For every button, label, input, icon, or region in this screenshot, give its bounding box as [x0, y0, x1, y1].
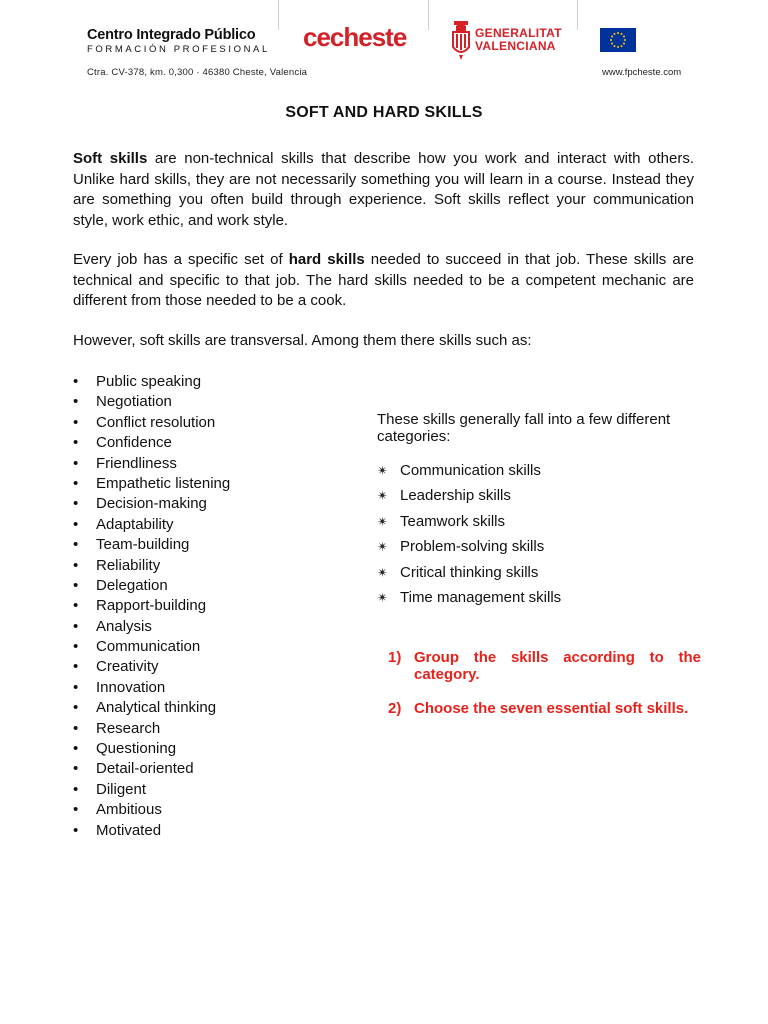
task-text: Choose the seven essential soft skills.: [414, 700, 689, 717]
category-item: [377, 563, 561, 588]
document-title: SOFT AND HARD SKILLS: [285, 104, 483, 121]
cecheste-logo: [303, 24, 409, 50]
bullet-icon: •: [73, 638, 79, 656]
star-bullet-icon: ✴: [377, 463, 388, 478]
bullet-icon: •: [73, 740, 79, 758]
skill-item: [73, 637, 230, 657]
skill-label: Adaptability: [96, 515, 174, 533]
letterhead: [0, 0, 768, 90]
category-item: [377, 512, 561, 537]
tasks: [388, 649, 701, 717]
bullet-icon: •: [73, 617, 79, 635]
bullet-icon: •: [73, 536, 79, 554]
header-divider: [577, 0, 578, 30]
eu-flag-icon: [600, 28, 636, 52]
task-text: Group the skills according to the category.: [414, 649, 701, 683]
skill-label: Detail-oriented: [96, 760, 194, 778]
skill-item: [73, 413, 230, 433]
skill-label: Decision-making: [96, 495, 207, 513]
bullet-icon: •: [73, 556, 79, 574]
category-item: [377, 461, 561, 486]
category-label: Problem-solving skills: [400, 538, 545, 556]
skill-item: [73, 556, 230, 576]
category-item: [377, 486, 561, 511]
bullet-icon: •: [73, 678, 79, 696]
skill-label: Questioning: [96, 740, 177, 758]
skill-label: Ambitious: [96, 801, 162, 819]
skill-item: [73, 392, 230, 412]
task-item: [388, 649, 701, 683]
skill-label: Friendliness: [96, 454, 177, 472]
bullet-icon: •: [73, 515, 79, 533]
address: Ctra. CV-378, km. 0,300 · 46380 Cheste, Valencia: [87, 67, 308, 78]
eu-logo: [600, 28, 695, 54]
star-bullet-icon: ✴: [377, 564, 388, 580]
category-label: Critical thinking skills: [400, 563, 539, 581]
skill-label: Reliability: [96, 556, 161, 574]
skill-item: [73, 780, 230, 800]
bullet-icon: •: [73, 373, 79, 390]
skill-label: Innovation: [96, 678, 166, 696]
category-label: Teamwork skills: [400, 512, 506, 530]
soft-skills-paragraph: [73, 149, 694, 231]
skill-label: Diligent: [96, 780, 147, 798]
bullet-icon: •: [73, 413, 79, 431]
skill-label: Team-building: [96, 536, 190, 554]
skill-label: Public speaking: [96, 373, 202, 390]
task-number: 2): [388, 700, 402, 717]
skill-item: [73, 372, 230, 392]
generalitat-emblem-icon: [450, 19, 472, 61]
skill-item: [73, 433, 230, 453]
task-item: [388, 700, 701, 717]
bullet-icon: •: [73, 454, 79, 472]
bullet-icon: •: [73, 474, 79, 492]
category-label: Time management skills: [400, 588, 562, 606]
skill-item: [73, 535, 230, 555]
hard-skills-paragraph: [73, 250, 694, 312]
bullet-icon: •: [73, 658, 79, 676]
cecheste-wordmark: cecheste: [303, 22, 407, 52]
generalitat-logo: [450, 19, 570, 61]
categories-list: [377, 461, 561, 613]
hard-skills-intro: Every job has a specific set of: [73, 251, 289, 268]
soft-skills-term: Soft skills: [73, 150, 148, 167]
star-bullet-icon: ✴: [377, 589, 388, 605]
bullet-icon: •: [73, 434, 79, 452]
skill-item: [73, 821, 230, 841]
transversal-paragraph: However, soft skills are transversal. Among them there skills such as:: [73, 332, 532, 349]
skill-item: [73, 759, 230, 779]
categories-intro: These skills generally fall into a few different categories:: [377, 411, 671, 445]
skill-label: Delegation: [96, 576, 168, 594]
skill-item: [73, 494, 230, 514]
generalitat-line2: VALENCIANA: [475, 39, 556, 53]
skill-item: [73, 698, 230, 718]
skill-item: [73, 800, 230, 820]
category-item: [377, 588, 561, 613]
skill-item: [73, 576, 230, 596]
skill-item: [73, 739, 230, 759]
skill-label: Rapport-building: [96, 597, 207, 615]
category-label: Leadership skills: [400, 487, 511, 505]
bullet-icon: •: [73, 780, 79, 798]
skill-item: [73, 474, 230, 494]
star-bullet-icon: ✴: [377, 488, 388, 504]
skills-list: [73, 372, 230, 841]
skill-item: [73, 617, 230, 637]
cip-logo-title: Centro Integrado Público: [87, 27, 256, 43]
skill-label: Empathetic listening: [96, 474, 231, 492]
website: www.fpcheste.com: [602, 67, 682, 78]
skill-item: [73, 719, 230, 739]
skill-label: Research: [96, 719, 161, 737]
skill-label: Conflict resolution: [96, 413, 216, 431]
star-bullet-icon: ✴: [377, 513, 388, 529]
skill-label: Creativity: [96, 658, 159, 676]
skill-label: Negotiation: [96, 393, 172, 411]
skill-item: [73, 515, 230, 535]
skill-item: [73, 596, 230, 616]
cip-logo: [87, 27, 270, 56]
skill-item: [73, 454, 230, 474]
skill-label: Communication: [96, 638, 201, 656]
bullet-icon: •: [73, 393, 79, 411]
skill-item: [73, 657, 230, 677]
bullet-icon: •: [73, 495, 79, 513]
bullet-icon: •: [73, 821, 79, 839]
generalitat-name: [475, 27, 562, 53]
bullet-icon: •: [73, 760, 79, 778]
category-label: Communication skills: [400, 462, 541, 479]
skill-item: [73, 678, 230, 698]
cip-logo-subtitle: FORMACIÓN PROFESIONAL: [87, 44, 270, 55]
soft-skills-definition: are non-technical skills that describe how you work and interact with others. Unlike hard skills, they are not necessarily something you will learn in a course. Instead they are something you often build through experience. Soft skills reflect your communication style, work ethic, and work style.: [73, 150, 694, 229]
skill-label: Analytical thinking: [96, 699, 217, 717]
bullet-icon: •: [73, 597, 79, 615]
bullet-icon: •: [73, 699, 79, 717]
hard-skills-term: hard skills: [288, 251, 365, 268]
skill-label: Motivated: [96, 821, 162, 839]
category-item: [377, 537, 561, 562]
header-divider: [428, 0, 429, 30]
generalitat-line1: GENERALITAT: [475, 26, 562, 40]
skill-label: Analysis: [96, 617, 152, 635]
header-divider: [278, 0, 279, 30]
bullet-icon: •: [73, 576, 79, 594]
star-bullet-icon: ✴: [377, 539, 388, 555]
bullet-icon: •: [73, 719, 79, 737]
hard-skills-definition: needed to succeed in that job. These skills are technical and specific to that job. The hard skills needed to be a competent mechanic are different from those needed to be a cook.: [73, 251, 694, 309]
task-number: 1): [388, 649, 402, 666]
bullet-icon: •: [73, 801, 79, 819]
skill-label: Confidence: [96, 434, 172, 452]
